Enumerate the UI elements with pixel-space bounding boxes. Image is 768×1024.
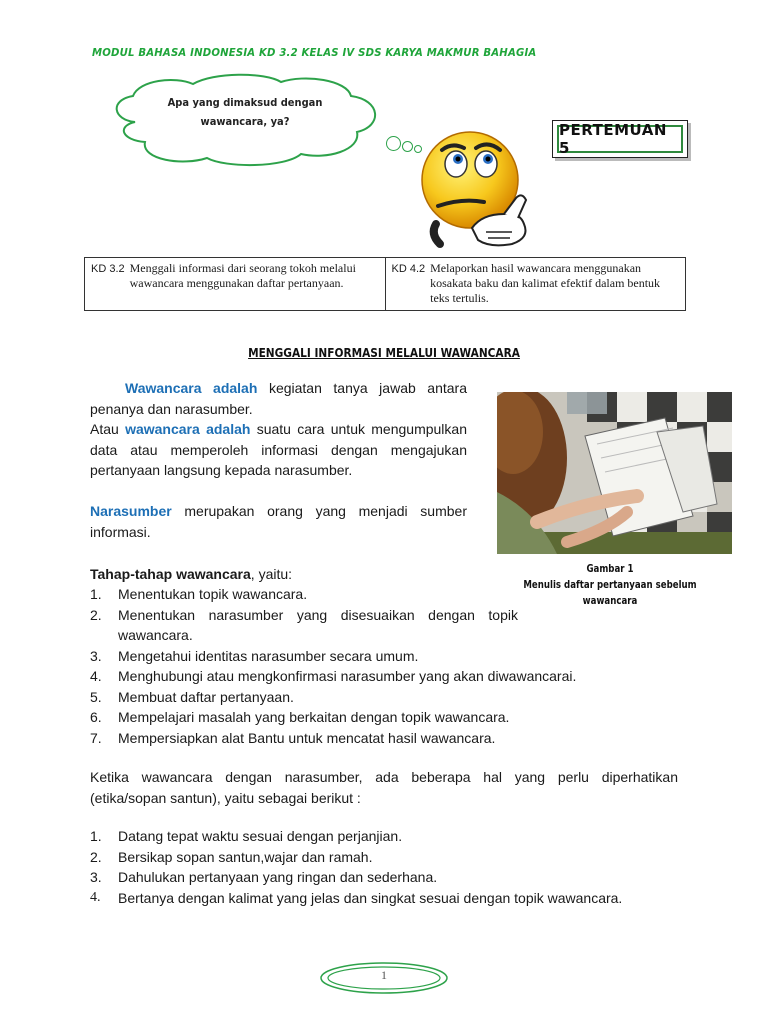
kd-table [84, 257, 686, 311]
kd-text: Menggali informasi dari seorang tokoh melalui wawancara menggunakan daftar pertanyaan. [129, 261, 356, 290]
etika-list [90, 826, 690, 908]
steps-list [90, 584, 670, 748]
thought-dot-large [386, 136, 401, 151]
list-item: 6. Mempelajari masalah yang berkaitan dengan topik wawancara. [90, 709, 510, 725]
section-title: MENGGALI INFORMASI MELALUI WAWANCARA [248, 346, 520, 360]
kd-text: Melaporkan hasil wawancara menggunakan kosakata baku dan kalimat efektif dalam bentuk teks tertulis. [430, 261, 661, 305]
list-item: 2. Menentukan narasumber yang disesuaikan dengan topik wawancara. [90, 606, 518, 643]
term-narasumber: Narasumber [90, 503, 172, 519]
meeting-label: PERTEMUAN 5 [557, 125, 683, 153]
etika-intro: Ketika wawancara dengan narasumber, ada beberapa hal yang perlu diperhatikan (etika/sopan santun), yaitu sebagai berikut : [90, 769, 678, 806]
definition-paragraph-2: Atau wawancara adalah suatu cara untuk mengumpulkan data atau memperoleh informasi dengan mengajukan pertanyaan langsung kepada narasumber. [90, 421, 467, 478]
definition-paragraph-1: Wawancara adalah kegiatan tanya jawab antara penanya dan narasumber. [90, 380, 467, 417]
kd-code: KD 3.2 [91, 263, 125, 275]
meeting-box [552, 120, 688, 158]
figure-label: Gambar 1 [586, 563, 634, 575]
kd-cell-3-2 [85, 258, 386, 311]
list-item: 1. Menentukan topik wawancara. [90, 586, 308, 602]
list-item: 7. Mempersiapkan alat Bantu untuk mencatat hasil wawancara. [90, 729, 496, 746]
list-item: 4. Menghubungi atau mengkonfirmasi narasumber yang akan diwawancarai. [90, 668, 577, 684]
list-item: 3. Dahulukan pertanyaan yang ringan dan sederhana. [90, 869, 438, 885]
thinking-face-icon [412, 128, 542, 253]
page-number: 1 [381, 968, 387, 982]
list-item: 1. Datang tepat waktu sesuai dengan perjanjian. [90, 828, 403, 844]
kd-code: KD 4.2 [391, 263, 426, 275]
list-item: 4. Bertanya dengan kalimat yang jelas dan singkat sesuai dengan topik wawancara. [90, 889, 623, 906]
module-header: MODUL BAHASA INDONESIA KD 3.2 KELAS IV SDS KARYA MAKMUR BAHAGIA [92, 46, 537, 59]
term-wawancara: wawancara adalah [125, 421, 251, 437]
thought-text: Apa yang dimaksud dengan wawancara, ya? [167, 96, 323, 128]
definition-paragraph-3: Narasumber merupakan orang yang menjadi sumber informasi. [90, 503, 467, 540]
term-wawancara: Wawancara adalah [125, 380, 258, 396]
writing-photo [497, 392, 732, 554]
list-item: 2. Bersikap sopan santun,wajar dan ramah. [90, 848, 373, 865]
kd-table-row [85, 258, 686, 311]
list-item: 5. Membuat daftar pertanyaan. [90, 688, 294, 705]
steps-heading: Tahap-tahap wawancara, yaitu: [90, 566, 293, 582]
figure-caption: Gambar 1 Menulis daftar pertanyaan sebelum wawancara [512, 561, 709, 609]
kd-cell-4-2 [385, 258, 686, 311]
list-item: 3. Mengetahui identitas narasumber secara umum. [90, 647, 419, 664]
